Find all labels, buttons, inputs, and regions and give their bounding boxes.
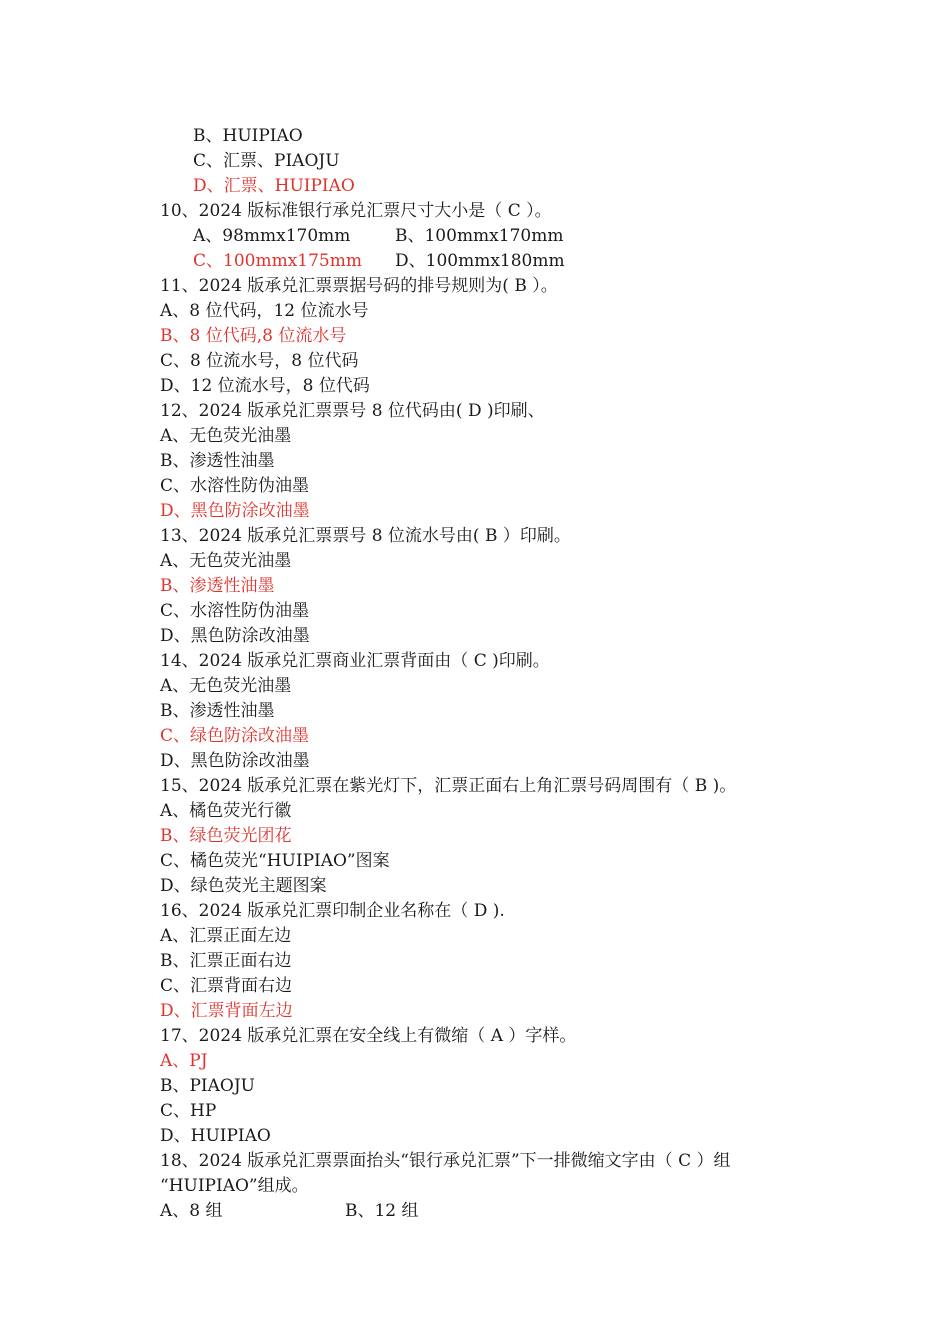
text-line: C、水溶性防伪油墨	[160, 601, 310, 621]
text-line: 14、2024 版承兑汇票商业汇票背面由（ C )印刷。	[160, 651, 550, 671]
text-line: A、橘色荧光行徽	[160, 801, 292, 821]
text-line: A、无色荧光油墨	[160, 551, 292, 571]
answer-option-correct: C、绿色防涂改油墨	[160, 726, 310, 746]
answer-option-correct: D、汇票背面左边	[160, 1001, 293, 1021]
text-line: B、渗透性油墨	[160, 451, 275, 471]
text-line: A、无色荧光油墨	[160, 676, 292, 696]
text-line: B、渗透性油墨	[160, 701, 275, 721]
text-line: 12、2024 版承兑汇票票号 8 位代码由( D )印刷、	[160, 401, 545, 421]
text-line: 11、2024 版承兑汇票票据号码的排号规则为( B ）。	[160, 276, 558, 296]
text-line: 18、2024 版承兑汇票票面抬头“银行承兑汇票”下一排微缩文字由（ C ）组	[160, 1151, 731, 1171]
text-line: B、HUIPIAO	[193, 126, 303, 146]
text-line: 16、2024 版承兑汇票印制企业名称在（ D ).	[160, 901, 505, 921]
text-line: A、98mmx170mm	[193, 226, 351, 246]
text-line: B、PIAOJU	[160, 1076, 256, 1096]
text-line: B、100mmx170mm	[395, 226, 564, 246]
text-line: A、8 组	[160, 1201, 223, 1221]
text-line: “HUIPIAO”组成。	[160, 1176, 309, 1196]
text-line: 10、2024 版标准银行承兑汇票尺寸大小是（ C ）。	[160, 201, 552, 221]
text-line: D、100mmx180mm	[395, 251, 565, 271]
text-line: D、黑色防涂改油墨	[160, 626, 310, 646]
text-line: C、8 位流水号，8 位代码	[160, 351, 359, 371]
text-line: B、12 组	[345, 1201, 419, 1221]
text-line: C、汇票背面右边	[160, 976, 293, 996]
answer-option-correct: B、8 位代码,8 位流水号	[160, 326, 347, 346]
text-line: C、汇票、PIAOJU	[193, 151, 340, 171]
answer-option-correct: A、PJ	[160, 1051, 208, 1071]
answer-option-correct: D、黑色防涂改油墨	[160, 501, 310, 521]
answer-option-correct: C、100mmx175mm	[193, 251, 362, 271]
text-line: C、HP	[160, 1101, 217, 1121]
text-line: D、黑色防涂改油墨	[160, 751, 310, 771]
text-line: C、橘色荧光“HUIPIAO”图案	[160, 851, 390, 871]
answer-option-correct: B、绿色荧光团花	[160, 826, 292, 846]
text-line: D、12 位流水号，8 位代码	[160, 376, 370, 396]
text-line: B、汇票正面右边	[160, 951, 292, 971]
text-line: D、绿色荧光主题图案	[160, 876, 327, 896]
text-line: 13、2024 版承兑汇票票号 8 位流水号由( B ）印刷。	[160, 526, 571, 546]
text-line: 15、2024 版承兑汇票在紫光灯下，汇票正面右上角汇票号码周围有（ B )。	[160, 776, 737, 796]
answer-option-correct: B、渗透性油墨	[160, 576, 275, 596]
text-line: A、汇票正面左边	[160, 926, 292, 946]
text-line: D、HUIPIAO	[160, 1126, 271, 1146]
text-line: A、无色荧光油墨	[160, 426, 292, 446]
text-line: A、8 位代码，12 位流水号	[160, 301, 369, 321]
text-line: 17、2024 版承兑汇票在安全线上有微缩（ A ）字样。	[160, 1026, 577, 1046]
answer-option-correct: D、汇票、HUIPIAO	[193, 176, 355, 196]
text-line: C、水溶性防伪油墨	[160, 476, 310, 496]
